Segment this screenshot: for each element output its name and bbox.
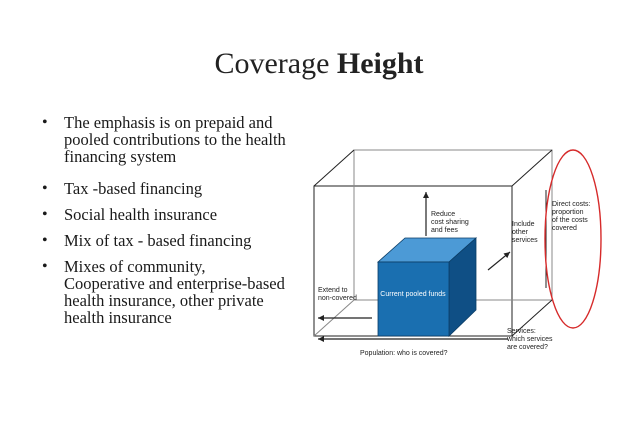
highlight-ellipse <box>545 150 601 328</box>
bullet-item: • Mix of tax - based financing <box>40 232 290 249</box>
include-label: Include other services <box>512 221 538 244</box>
bullet-item: • Tax -based financing <box>40 180 290 197</box>
extend-label: Extend to non-covered <box>318 287 357 302</box>
include-arrow <box>488 252 510 270</box>
pool-label: Current pooled funds <box>380 291 446 298</box>
cube-edge <box>314 150 354 186</box>
services-label: Services: which services are covered? <box>507 328 553 351</box>
title-bold: Height <box>336 47 424 80</box>
pooled-funds-box <box>378 238 476 336</box>
population-label: Population: who is covered? <box>360 350 448 357</box>
bullet-item: • Mixes of community, Cooperative and enterprise-based health insurance, other private health insurance <box>40 258 290 326</box>
cube-edge <box>512 150 552 186</box>
direct-costs-label: Direct costs: proportion of the costs covered <box>552 201 591 232</box>
bullet-item: • The emphasis is on prepaid and pooled contributions to the health financing system <box>40 114 290 165</box>
pool-front-face <box>378 262 449 336</box>
bullet-item: • Social health insurance <box>40 206 290 223</box>
title-regular: Coverage <box>214 47 330 80</box>
reduce-label: Reduce cost sharing and fees <box>431 211 469 234</box>
